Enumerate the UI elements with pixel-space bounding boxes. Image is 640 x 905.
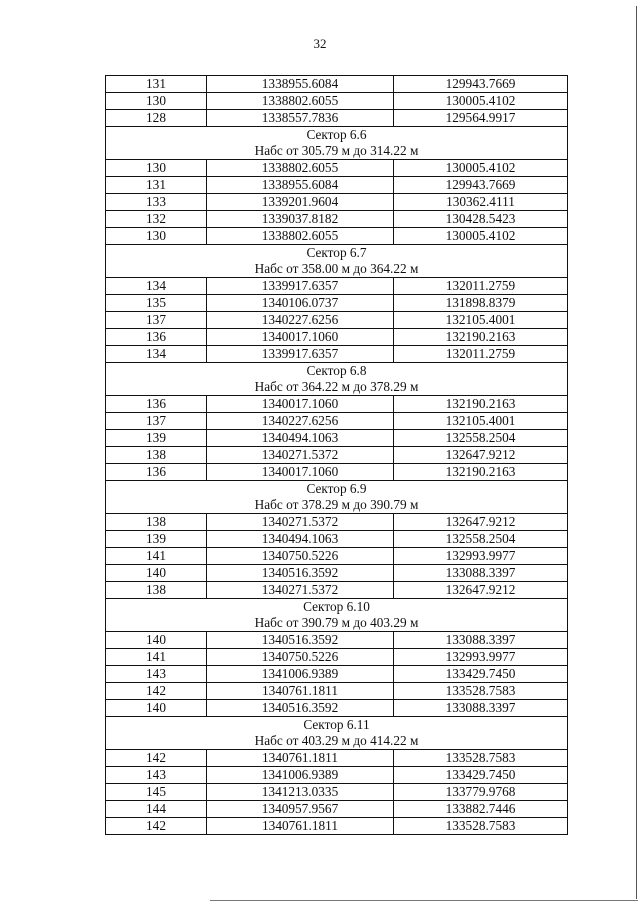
table-row: [106, 784, 568, 801]
x-coordinate-cell: 1338557.7836: [207, 110, 394, 127]
y-coordinate-cell: 130428.5423: [394, 211, 568, 228]
sector-height-range: Набс от 305.79 м до 314.22 м: [106, 143, 568, 160]
point-number-cell: 142: [106, 750, 207, 767]
x-coordinate-cell: 1338955.6084: [207, 177, 394, 194]
point-number-cell: 130: [106, 160, 207, 177]
table-row: [106, 110, 568, 127]
y-coordinate-cell: 132190.2163: [394, 329, 568, 346]
point-number-cell: 138: [106, 514, 207, 531]
sector-title: Сектор 6.10: [106, 599, 568, 616]
point-number-cell: 141: [106, 649, 207, 666]
sector-title: Сектор 6.11: [106, 717, 568, 734]
x-coordinate-cell: 1339917.6357: [207, 346, 394, 363]
table-row: [106, 531, 568, 548]
sector-title: Сектор 6.7: [106, 245, 568, 262]
table-row: [106, 447, 568, 464]
table-row: [106, 750, 568, 767]
point-number-cell: 128: [106, 110, 207, 127]
x-coordinate-cell: 1339917.6357: [207, 278, 394, 295]
table-row: [106, 700, 568, 717]
x-coordinate-cell: 1340761.1811: [207, 818, 394, 835]
y-coordinate-cell: 132190.2163: [394, 396, 568, 413]
sector-height-range: Набс от 403.29 м до 414.22 м: [106, 733, 568, 750]
sector-title-row: [106, 363, 568, 380]
x-coordinate-cell: 1338802.6055: [207, 93, 394, 110]
sector-range-row: [106, 261, 568, 278]
x-coordinate-cell: 1341006.9389: [207, 666, 394, 683]
x-coordinate-cell: 1340227.6256: [207, 413, 394, 430]
point-number-cell: 138: [106, 447, 207, 464]
scan-edge-bottom: [210, 900, 638, 901]
point-number-cell: 131: [106, 177, 207, 194]
table-row: [106, 683, 568, 700]
point-number-cell: 144: [106, 801, 207, 818]
coordinates-table-body: [106, 76, 568, 835]
y-coordinate-cell: 132647.9212: [394, 514, 568, 531]
table-row: [106, 430, 568, 447]
sector-range-row: [106, 497, 568, 514]
table-row: [106, 632, 568, 649]
x-coordinate-cell: 1340761.1811: [207, 683, 394, 700]
point-number-cell: 141: [106, 548, 207, 565]
x-coordinate-cell: 1340227.6256: [207, 312, 394, 329]
table-row: [106, 346, 568, 363]
point-number-cell: 134: [106, 346, 207, 363]
sector-height-range: Набс от 364.22 м до 378.29 м: [106, 379, 568, 396]
sector-title-row: [106, 599, 568, 616]
sector-title-row: [106, 717, 568, 734]
y-coordinate-cell: 132105.4001: [394, 413, 568, 430]
table-row: [106, 211, 568, 228]
table-row: [106, 295, 568, 312]
table-row: [106, 548, 568, 565]
x-coordinate-cell: 1340017.1060: [207, 464, 394, 481]
y-coordinate-cell: 133429.7450: [394, 666, 568, 683]
point-number-cell: 133: [106, 194, 207, 211]
y-coordinate-cell: 132011.2759: [394, 278, 568, 295]
table-row: [106, 582, 568, 599]
y-coordinate-cell: 133528.7583: [394, 818, 568, 835]
table-row: [106, 76, 568, 93]
point-number-cell: 143: [106, 767, 207, 784]
x-coordinate-cell: 1341213.0335: [207, 784, 394, 801]
point-number-cell: 136: [106, 396, 207, 413]
point-number-cell: 136: [106, 329, 207, 346]
y-coordinate-cell: 132105.4001: [394, 312, 568, 329]
x-coordinate-cell: 1340271.5372: [207, 582, 394, 599]
x-coordinate-cell: 1341006.9389: [207, 767, 394, 784]
point-number-cell: 134: [106, 278, 207, 295]
y-coordinate-cell: 132647.9212: [394, 447, 568, 464]
x-coordinate-cell: 1340761.1811: [207, 750, 394, 767]
y-coordinate-cell: 130005.4102: [394, 160, 568, 177]
y-coordinate-cell: 132558.2504: [394, 430, 568, 447]
point-number-cell: 140: [106, 565, 207, 582]
point-number-cell: 139: [106, 430, 207, 447]
point-number-cell: 136: [106, 464, 207, 481]
x-coordinate-cell: 1340271.5372: [207, 514, 394, 531]
x-coordinate-cell: 1340494.1063: [207, 531, 394, 548]
sector-title-row: [106, 481, 568, 498]
y-coordinate-cell: 133429.7450: [394, 767, 568, 784]
x-coordinate-cell: 1340516.3592: [207, 632, 394, 649]
table-row: [106, 177, 568, 194]
y-coordinate-cell: 132647.9212: [394, 582, 568, 599]
sector-height-range: Набс от 358.00 м до 364.22 м: [106, 261, 568, 278]
y-coordinate-cell: 129943.7669: [394, 177, 568, 194]
point-number-cell: 140: [106, 700, 207, 717]
table-row: [106, 312, 568, 329]
y-coordinate-cell: 133528.7583: [394, 750, 568, 767]
y-coordinate-cell: 133088.3397: [394, 565, 568, 582]
y-coordinate-cell: 133882.7446: [394, 801, 568, 818]
x-coordinate-cell: 1340017.1060: [207, 329, 394, 346]
y-coordinate-cell: 133779.9768: [394, 784, 568, 801]
table-row: [106, 228, 568, 245]
table-row: [106, 160, 568, 177]
sector-title-row: [106, 127, 568, 144]
page-number: 32: [313, 36, 327, 51]
table-row: [106, 413, 568, 430]
table-row: [106, 649, 568, 666]
sector-title: Сектор 6.8: [106, 363, 568, 380]
point-number-cell: 142: [106, 818, 207, 835]
x-coordinate-cell: 1339037.8182: [207, 211, 394, 228]
point-number-cell: 130: [106, 228, 207, 245]
x-coordinate-cell: 1338955.6084: [207, 76, 394, 93]
point-number-cell: 143: [106, 666, 207, 683]
x-coordinate-cell: 1340494.1063: [207, 430, 394, 447]
point-number-cell: 130: [106, 93, 207, 110]
table-row: [106, 565, 568, 582]
x-coordinate-cell: 1340017.1060: [207, 396, 394, 413]
y-coordinate-cell: 132011.2759: [394, 346, 568, 363]
x-coordinate-cell: 1340516.3592: [207, 700, 394, 717]
y-coordinate-cell: 132190.2163: [394, 464, 568, 481]
point-number-cell: 145: [106, 784, 207, 801]
table-row: [106, 278, 568, 295]
sector-title: Сектор 6.9: [106, 481, 568, 498]
y-coordinate-cell: 132558.2504: [394, 531, 568, 548]
x-coordinate-cell: 1340750.5226: [207, 649, 394, 666]
y-coordinate-cell: 133528.7583: [394, 683, 568, 700]
sector-range-row: [106, 379, 568, 396]
x-coordinate-cell: 1338802.6055: [207, 160, 394, 177]
table-row: [106, 818, 568, 835]
x-coordinate-cell: 1340106.0737: [207, 295, 394, 312]
scan-edge-right: [636, 6, 637, 899]
y-coordinate-cell: 132993.9977: [394, 649, 568, 666]
point-number-cell: 135: [106, 295, 207, 312]
point-number-cell: 139: [106, 531, 207, 548]
table-row: [106, 396, 568, 413]
point-number-cell: 132: [106, 211, 207, 228]
x-coordinate-cell: 1338802.6055: [207, 228, 394, 245]
x-coordinate-cell: 1340750.5226: [207, 548, 394, 565]
y-coordinate-cell: 129564.9917: [394, 110, 568, 127]
table-row: [106, 464, 568, 481]
coordinates-table: [105, 75, 568, 835]
sector-range-row: [106, 615, 568, 632]
point-number-cell: 140: [106, 632, 207, 649]
x-coordinate-cell: 1340516.3592: [207, 565, 394, 582]
table-row: [106, 514, 568, 531]
y-coordinate-cell: 130362.4111: [394, 194, 568, 211]
sector-range-row: [106, 733, 568, 750]
table-row: [106, 666, 568, 683]
point-number-cell: 138: [106, 582, 207, 599]
table-row: [106, 194, 568, 211]
table-row: [106, 767, 568, 784]
x-coordinate-cell: 1340957.9567: [207, 801, 394, 818]
x-coordinate-cell: 1339201.9604: [207, 194, 394, 211]
sector-range-row: [106, 143, 568, 160]
point-number-cell: 131: [106, 76, 207, 93]
y-coordinate-cell: 130005.4102: [394, 228, 568, 245]
sector-title-row: [106, 245, 568, 262]
sector-title: Сектор 6.6: [106, 127, 568, 144]
y-coordinate-cell: 132993.9977: [394, 548, 568, 565]
y-coordinate-cell: 133088.3397: [394, 632, 568, 649]
table-row: [106, 801, 568, 818]
table-row: [106, 93, 568, 110]
sector-height-range: Набс от 390.79 м до 403.29 м: [106, 615, 568, 632]
y-coordinate-cell: 131898.8379: [394, 295, 568, 312]
table-row: [106, 329, 568, 346]
point-number-cell: 137: [106, 413, 207, 430]
y-coordinate-cell: 133088.3397: [394, 700, 568, 717]
sector-height-range: Набс от 378.29 м до 390.79 м: [106, 497, 568, 514]
point-number-cell: 137: [106, 312, 207, 329]
y-coordinate-cell: 130005.4102: [394, 93, 568, 110]
point-number-cell: 142: [106, 683, 207, 700]
y-coordinate-cell: 129943.7669: [394, 76, 568, 93]
x-coordinate-cell: 1340271.5372: [207, 447, 394, 464]
